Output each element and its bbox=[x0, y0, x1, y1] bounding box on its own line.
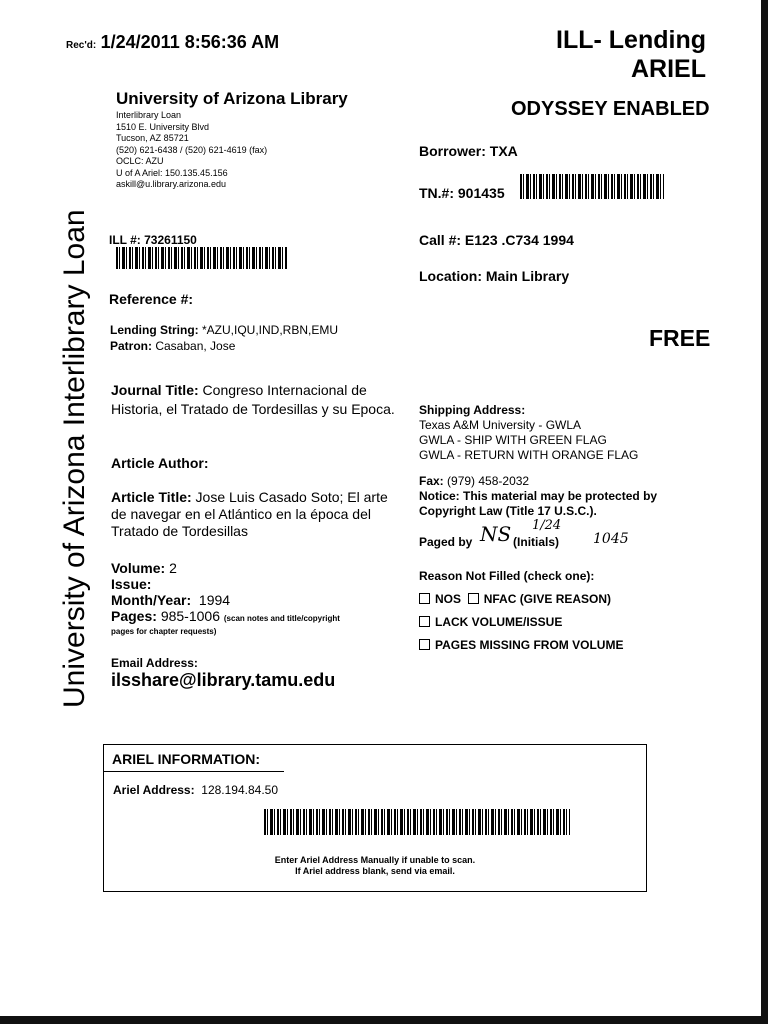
journal-label: Journal Title: bbox=[111, 382, 199, 398]
lending-value: *AZU,IQU,IND,RBN,EMU bbox=[202, 323, 339, 337]
header-block bbox=[556, 26, 706, 84]
sidebar-title: University of Arizona Interlibrary Loan bbox=[58, 209, 91, 708]
article-value: Jose Luis Casado Soto; El arte de navegar en el Atlántico en la época del Tratado de Tordesillas bbox=[111, 489, 388, 539]
shipping-line: GWLA - SHIP WITH GREEN FLAG bbox=[419, 433, 607, 447]
article-title bbox=[111, 489, 407, 540]
lending-string bbox=[110, 323, 338, 337]
ariel-barcode bbox=[264, 809, 570, 835]
borrower-label: Borrower: bbox=[419, 143, 486, 159]
call-label: Call #: bbox=[419, 232, 462, 248]
volume-value: 2 bbox=[169, 560, 177, 576]
scan-edge bbox=[761, 0, 768, 1024]
library-line: 1510 E. University Blvd bbox=[116, 121, 210, 132]
library-line: U of A Ariel: 150.135.45.156 bbox=[116, 167, 228, 178]
ariel-note: If Ariel address blank, send via email. bbox=[295, 866, 455, 876]
tn-barcode bbox=[520, 174, 664, 199]
volume-block bbox=[111, 560, 340, 637]
month-year-label: Month/Year: bbox=[111, 592, 192, 608]
issue bbox=[111, 576, 340, 592]
reason-option: NFAC (GIVE REASON) bbox=[483, 592, 612, 606]
email-label: Email Address: bbox=[111, 656, 198, 670]
tn-number bbox=[419, 185, 505, 201]
checkbox-icon[interactable] bbox=[468, 593, 479, 604]
patron-label: Patron: bbox=[110, 339, 152, 353]
fax-notice bbox=[419, 474, 657, 519]
volume-label: Volume: bbox=[111, 560, 166, 576]
ill-label: ILL #: bbox=[109, 233, 141, 247]
tn-value: 901435 bbox=[457, 185, 505, 201]
tn-label: TN.#: bbox=[419, 185, 454, 201]
received-value: 1/24/2011 8:56:36 AM bbox=[100, 32, 280, 52]
lending-label: Lending String: bbox=[110, 323, 199, 337]
free-label: FREE bbox=[649, 325, 711, 351]
notice-line: Copyright Law (Title 17 U.S.C.). bbox=[419, 504, 597, 518]
reason-label: Reason Not Filled (check one): bbox=[419, 569, 595, 583]
odyssey-label: ODYSSEY ENABLED bbox=[511, 98, 710, 120]
borrower bbox=[419, 143, 518, 159]
pages-label: Pages: bbox=[111, 608, 157, 624]
journal-value: Congreso Internacional de Historia, el Tratado de Tordesillas y su Epoca. bbox=[111, 382, 395, 417]
patron-value: Casaban, Jose bbox=[155, 339, 236, 353]
email-value: ilsshare@library.tamu.edu bbox=[111, 670, 336, 690]
pages-value: 985-1006 bbox=[160, 608, 220, 624]
notice-line: Notice: This material may be protected by bbox=[419, 489, 658, 503]
library-line: OCLC: AZU bbox=[116, 156, 164, 166]
received-line bbox=[66, 32, 279, 53]
reference-label: Reference #: bbox=[109, 291, 194, 307]
ariel-address-label: Ariel Address: bbox=[113, 783, 195, 797]
checkbox-icon[interactable] bbox=[419, 616, 430, 627]
header-line1: ILL- Lending bbox=[556, 26, 706, 54]
journal-title bbox=[111, 381, 401, 419]
library-address bbox=[116, 110, 267, 191]
fax bbox=[419, 474, 657, 489]
pages bbox=[111, 608, 340, 627]
ariel-info-box bbox=[103, 744, 647, 892]
library-line: Interlibrary Loan bbox=[116, 110, 182, 120]
ill-barcode bbox=[116, 247, 288, 269]
library-name: University of Arizona Library bbox=[116, 89, 348, 108]
reason-row bbox=[419, 634, 623, 657]
fax-label: Fax: bbox=[419, 474, 444, 488]
call-number bbox=[419, 232, 574, 248]
library-line: (520) 621-6438 / (520) 621-4619 (fax) bbox=[116, 144, 268, 155]
paged-initials-label: (Initials) bbox=[513, 535, 560, 549]
scan-edge bbox=[0, 1016, 768, 1024]
shipping-label: Shipping Address: bbox=[419, 403, 526, 417]
ill-number bbox=[109, 233, 197, 247]
received-label: Rec'd: bbox=[66, 40, 97, 51]
ariel-heading-rule bbox=[104, 771, 284, 772]
reason-option: NOS bbox=[435, 592, 462, 606]
volume bbox=[111, 560, 340, 576]
paged-label: Paged by bbox=[419, 535, 473, 549]
pages-note: pages for chapter requests) bbox=[111, 627, 217, 636]
borrower-value: TXA bbox=[489, 143, 518, 159]
reason-row bbox=[419, 611, 623, 634]
month-year-value: 1994 bbox=[198, 592, 231, 608]
article-label: Article Title: bbox=[111, 489, 192, 505]
call-value: E123 .C734 1994 bbox=[464, 232, 574, 248]
library-line: askill@u.library.arizona.edu bbox=[116, 179, 227, 189]
reason-option: PAGES MISSING FROM VOLUME bbox=[435, 638, 624, 652]
location-value: Main Library bbox=[485, 268, 570, 284]
location-label: Location: bbox=[419, 268, 482, 284]
ariel-heading: ARIEL INFORMATION: bbox=[112, 751, 261, 767]
shipping-line: Texas A&M University - GWLA bbox=[419, 418, 582, 432]
issue-label: Issue: bbox=[111, 576, 152, 592]
ariel-note: Enter Ariel Address Manually if unable to scan. bbox=[274, 855, 476, 865]
fax-value: (979) 458-2032 bbox=[447, 474, 530, 488]
checkbox-icon[interactable] bbox=[419, 639, 430, 650]
shipping-line: GWLA - RETURN WITH ORANGE FLAG bbox=[419, 448, 639, 462]
header-line2: ARIEL bbox=[631, 55, 706, 83]
reason-not-filled bbox=[419, 565, 623, 657]
ariel-address-value: 128.194.84.50 bbox=[201, 783, 279, 797]
ariel-address bbox=[113, 783, 278, 797]
handwritten-time: 1045 bbox=[593, 531, 629, 547]
article-author-label: Article Author: bbox=[111, 455, 209, 471]
checkbox-icon[interactable] bbox=[419, 593, 430, 604]
ariel-notes bbox=[104, 855, 646, 877]
reason-option: LACK VOLUME/ISSUE bbox=[435, 615, 563, 629]
location bbox=[419, 268, 569, 284]
pages-note: (scan notes and title/copyright bbox=[223, 614, 340, 623]
shipping-address bbox=[419, 403, 638, 463]
ill-value: 73261150 bbox=[144, 233, 197, 247]
handwritten-initials: NS bbox=[480, 522, 512, 546]
reason-row bbox=[419, 588, 623, 611]
month-year bbox=[111, 592, 340, 608]
handwritten-date: 1/24 bbox=[532, 518, 562, 533]
library-line: Tucson, AZ 85721 bbox=[116, 133, 189, 143]
patron bbox=[110, 339, 235, 353]
